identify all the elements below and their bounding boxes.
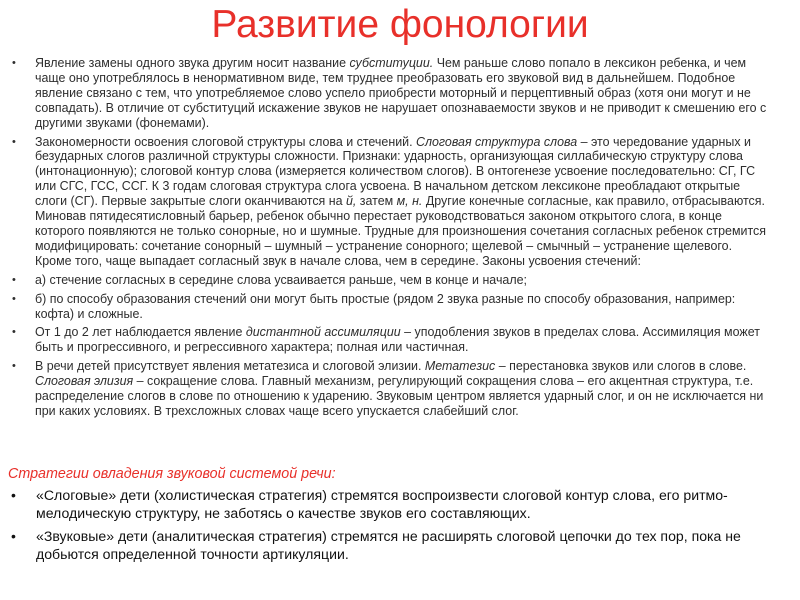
strategy-item-syllabic [8, 487, 778, 522]
list-item-assimilation [12, 325, 772, 355]
text-segment: Другие конечные согласные, как правило, отбрасываются. Миновав пятидесятисловный барьер, ребенок обычно перестает руководствоваться законом открытого слога, в конце которого появляются не только сонорные, но и шумные. Трудные для произношения сочетания согласных ребенок стремится модифицировать: сочетание сонорный – шумный – устранение сонорного; щелевой – смычный – устранение щелевого. Кроме того, чаще выпадает согласный звук в начале слова, чем в середине. Законы усвоения стечений: [35, 194, 766, 268]
list-item-cluster-law-b [12, 292, 772, 322]
italic-term: Слоговая элизия [35, 374, 134, 389]
text-segment: – уподобления звуков в пределах слова. Ассимиляция может быть и прогрессивного, и регрессивного характера; полная или частичная. [35, 325, 760, 355]
italic-term: дистантной ассимиляции [245, 325, 401, 340]
bullet-icon: • [12, 292, 16, 305]
text-segment: Чем раньше слово попало в лексикон ребенка, и чем чаще оно употреблялось в ненормативном виде, тем труднее преобразовать его звуковой вид в дальнейшем. Подобное явление связано с тем, что употребляемое слово успело приобрести моторный и перцептивный образ (хотя они могут и не совпадать). В отличие от субституций искажение звуков не нарушает опознаваемости звуков и не приводит к смешению его с другими звуками (фонемами). [35, 56, 767, 130]
text-segment: затем [356, 194, 397, 209]
italic-term: м, н. [396, 194, 423, 209]
page-title: Развитие фонологии [211, 3, 589, 46]
strategies-list [8, 487, 778, 569]
text-segment: – перестановка звуков или слогов в слове. [495, 359, 747, 374]
text-segment: От 1 до 2 лет наблюдается явление [35, 325, 246, 340]
main-bullet-list [12, 56, 772, 423]
text-segment: В речи детей присутствует явления метатезиса и слоговой элизии. [35, 359, 425, 374]
list-item-syllable-structure [12, 135, 772, 269]
list-item-metathesis [12, 359, 772, 419]
text-segment: а) стечение согласных в середине слова усваивается раньше, чем в конце и начале; [35, 272, 527, 287]
italic-term: Метатезис [424, 359, 496, 374]
bullet-icon: • [11, 487, 16, 503]
text-segment: Явление замены одного звука другим носит название [35, 56, 350, 70]
strategies-heading: Стратегии овладения звуковой системой речи: [8, 466, 336, 482]
strategy-text: «Звуковые» дети (аналитическая стратегия) стремятся не расширять слоговой цепочки до тех пор, пока не добьются определенной точности артикуляции. [36, 528, 741, 562]
strategy-text: «Слоговые» дети (холистическая стратегия) стремятся воспроизвести слоговой контур слова, его ритмо-мелодическую структуру, не заботясь о качестве звуков его составляющих. [36, 487, 728, 521]
italic-term: й, [345, 194, 357, 209]
text-segment: Закономерности освоения слоговой структуры слова и стечений. [35, 134, 416, 149]
text-segment: б) по способу образования стечений они могут быть простые (рядом 2 звука разные по способу образования, например: кофта) и сложные. [35, 291, 736, 321]
italic-term: субституции. [349, 56, 434, 70]
bullet-icon: • [12, 360, 16, 373]
text-segment: – это чередование ударных и безударных слогов различной структуры сложности. Признаки: ударность, организующая силлабическую структуру слова (интонационную); слоговой контур слова (измеряется количеством слогов). В онтогенезе усвоение последовательно: СГ, ГС или СГС, ГСС, ССГ. К 3 годам слоговая структура слога усвоена. В начальном детском лексиконе преобладают открытые слоги (СГ). Первые закрытые слоги оканчиваются на [35, 134, 756, 209]
bullet-icon: • [11, 528, 16, 544]
bullet-icon: • [12, 57, 16, 69]
bullet-icon: • [12, 273, 16, 286]
bullet-icon: • [12, 326, 16, 339]
strategy-item-sound [8, 528, 778, 563]
list-item-substitution [12, 56, 772, 131]
text-segment: – сокращение слова. Главный механизм, регулирующий сокращения слова – его акцентная структура, т.е. распределение слогов в слове по отношению к ударению. Звуковым центром является ударный слог, и он не исключается ни при каких условиях. В трехсложных словах чаще всего упускается слабейший слог. [35, 374, 764, 418]
list-item-cluster-law-a [12, 273, 772, 288]
italic-term: Слоговая структура слова [416, 134, 578, 149]
bullet-icon: • [12, 135, 16, 148]
